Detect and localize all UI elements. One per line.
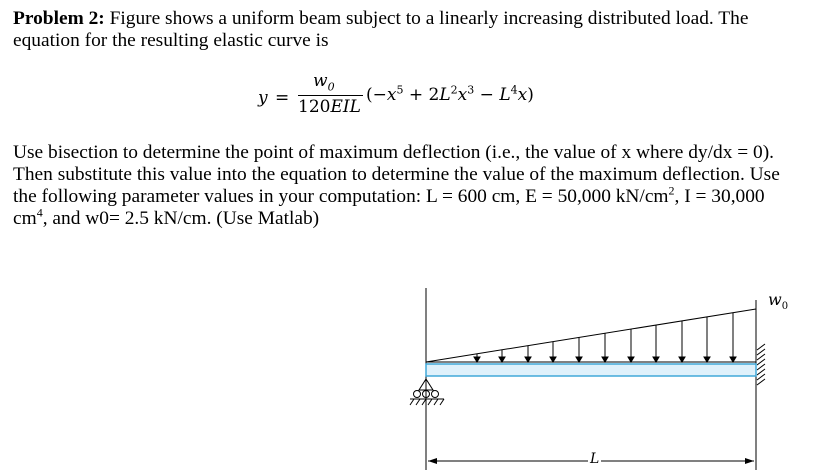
problem-instructions: Use bisection to determine the point of maximum deflection (i.e., the value of x where dy/dx = 0). Then substitute this value into the equation to determine the value of the maximum deflection. Use the following parameter values in your computation: L = 600 cm, E = 50,000 $kN/cm^2$, I = 30,000 $cm^4$, and w0= 2.5 kN/cm. (Use Matlab) xyxy=(13,142,780,229)
fraction-bar xyxy=(298,95,363,96)
dimension-arrow-right xyxy=(745,458,754,464)
eq-equals: = xyxy=(275,88,290,108)
load-arrows xyxy=(474,313,736,362)
problem-intro: Figure shows a uniform beam subject to a linearly increasing distributed load. The equation for the resulting elastic curve is xyxy=(13,8,749,51)
load-intensity-label: $w_0$ xyxy=(768,290,789,313)
span-length-label: L xyxy=(590,451,600,467)
elastic-curve-equation xyxy=(258,70,588,126)
problem-label: Problem 2: xyxy=(13,8,105,29)
eq-lhs: y xyxy=(258,88,268,108)
eq-denominator: 120EIL xyxy=(298,97,361,117)
problem-statement xyxy=(13,8,803,52)
beam-figure xyxy=(380,280,770,476)
beam xyxy=(426,364,756,376)
pin-support xyxy=(410,379,444,405)
wall-hatching xyxy=(757,344,765,385)
dimension-arrow-left xyxy=(428,458,437,464)
eq-numerator: $w_0$ xyxy=(313,71,335,94)
eq-polynomial: $(-x^5 + 2L^2x^3 - L^4x)$ xyxy=(366,83,534,105)
